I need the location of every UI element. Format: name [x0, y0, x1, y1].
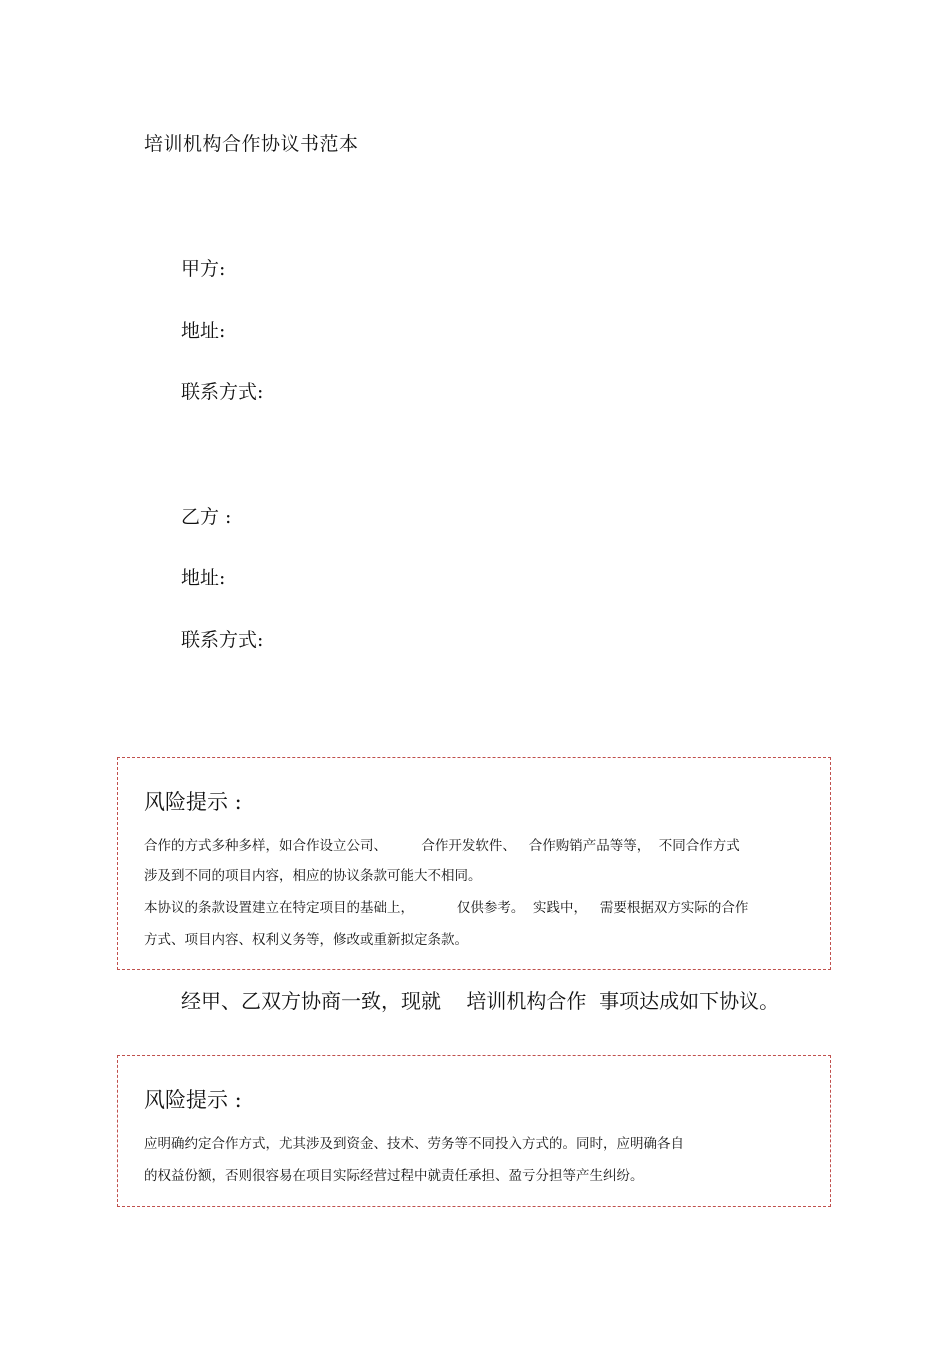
document-title: 培训机构合作协议书范本 [144, 133, 359, 155]
party-b-address-label: 地址: [181, 567, 226, 589]
party-a-contact-label: 联系方式: [181, 381, 264, 403]
party-a-address-label: 地址: [181, 320, 226, 342]
risk-notice-line: 方式、项目内容、权利义务等，修改或重新拟定条款。 [144, 932, 468, 948]
risk-notice-line: 本协议的条款设置建立在特定项目的基础上， 仅供参考。 实践中， 需要根据双方实际的合作 [144, 900, 749, 916]
party-b-name-label: 乙方 : [181, 506, 232, 528]
risk-notice-title: 风险提示 : [144, 790, 242, 814]
risk-notice-box-1 [117, 757, 831, 970]
risk-notice-line: 应明确约定合作方式，尤其涉及到资金、技术、劳务等不同投入方式的。同时，应明确各自 [144, 1136, 684, 1152]
risk-notice-line: 涉及到不同的项目内容，相应的协议条款可能大不相同。 [144, 868, 482, 884]
risk-notice-line: 合作的方式多种多样，如合作设立公司、 合作开发软件、 合作购销产品等等， 不同合作方式 [144, 838, 740, 854]
risk-notice-title: 风险提示 : [144, 1088, 242, 1112]
agreement-statement: 经甲、乙双方协商一致，现就 培训机构合作 事项达成如下协议。 [181, 989, 780, 1013]
risk-notice-line: 的权益份额，否则很容易在项目实际经营过程中就责任承担、盈亏分担等产生纠纷。 [144, 1168, 644, 1184]
risk-notice-box-2 [117, 1055, 831, 1207]
party-a-name-label: 甲方: [181, 258, 226, 280]
party-b-contact-label: 联系方式: [181, 629, 264, 651]
